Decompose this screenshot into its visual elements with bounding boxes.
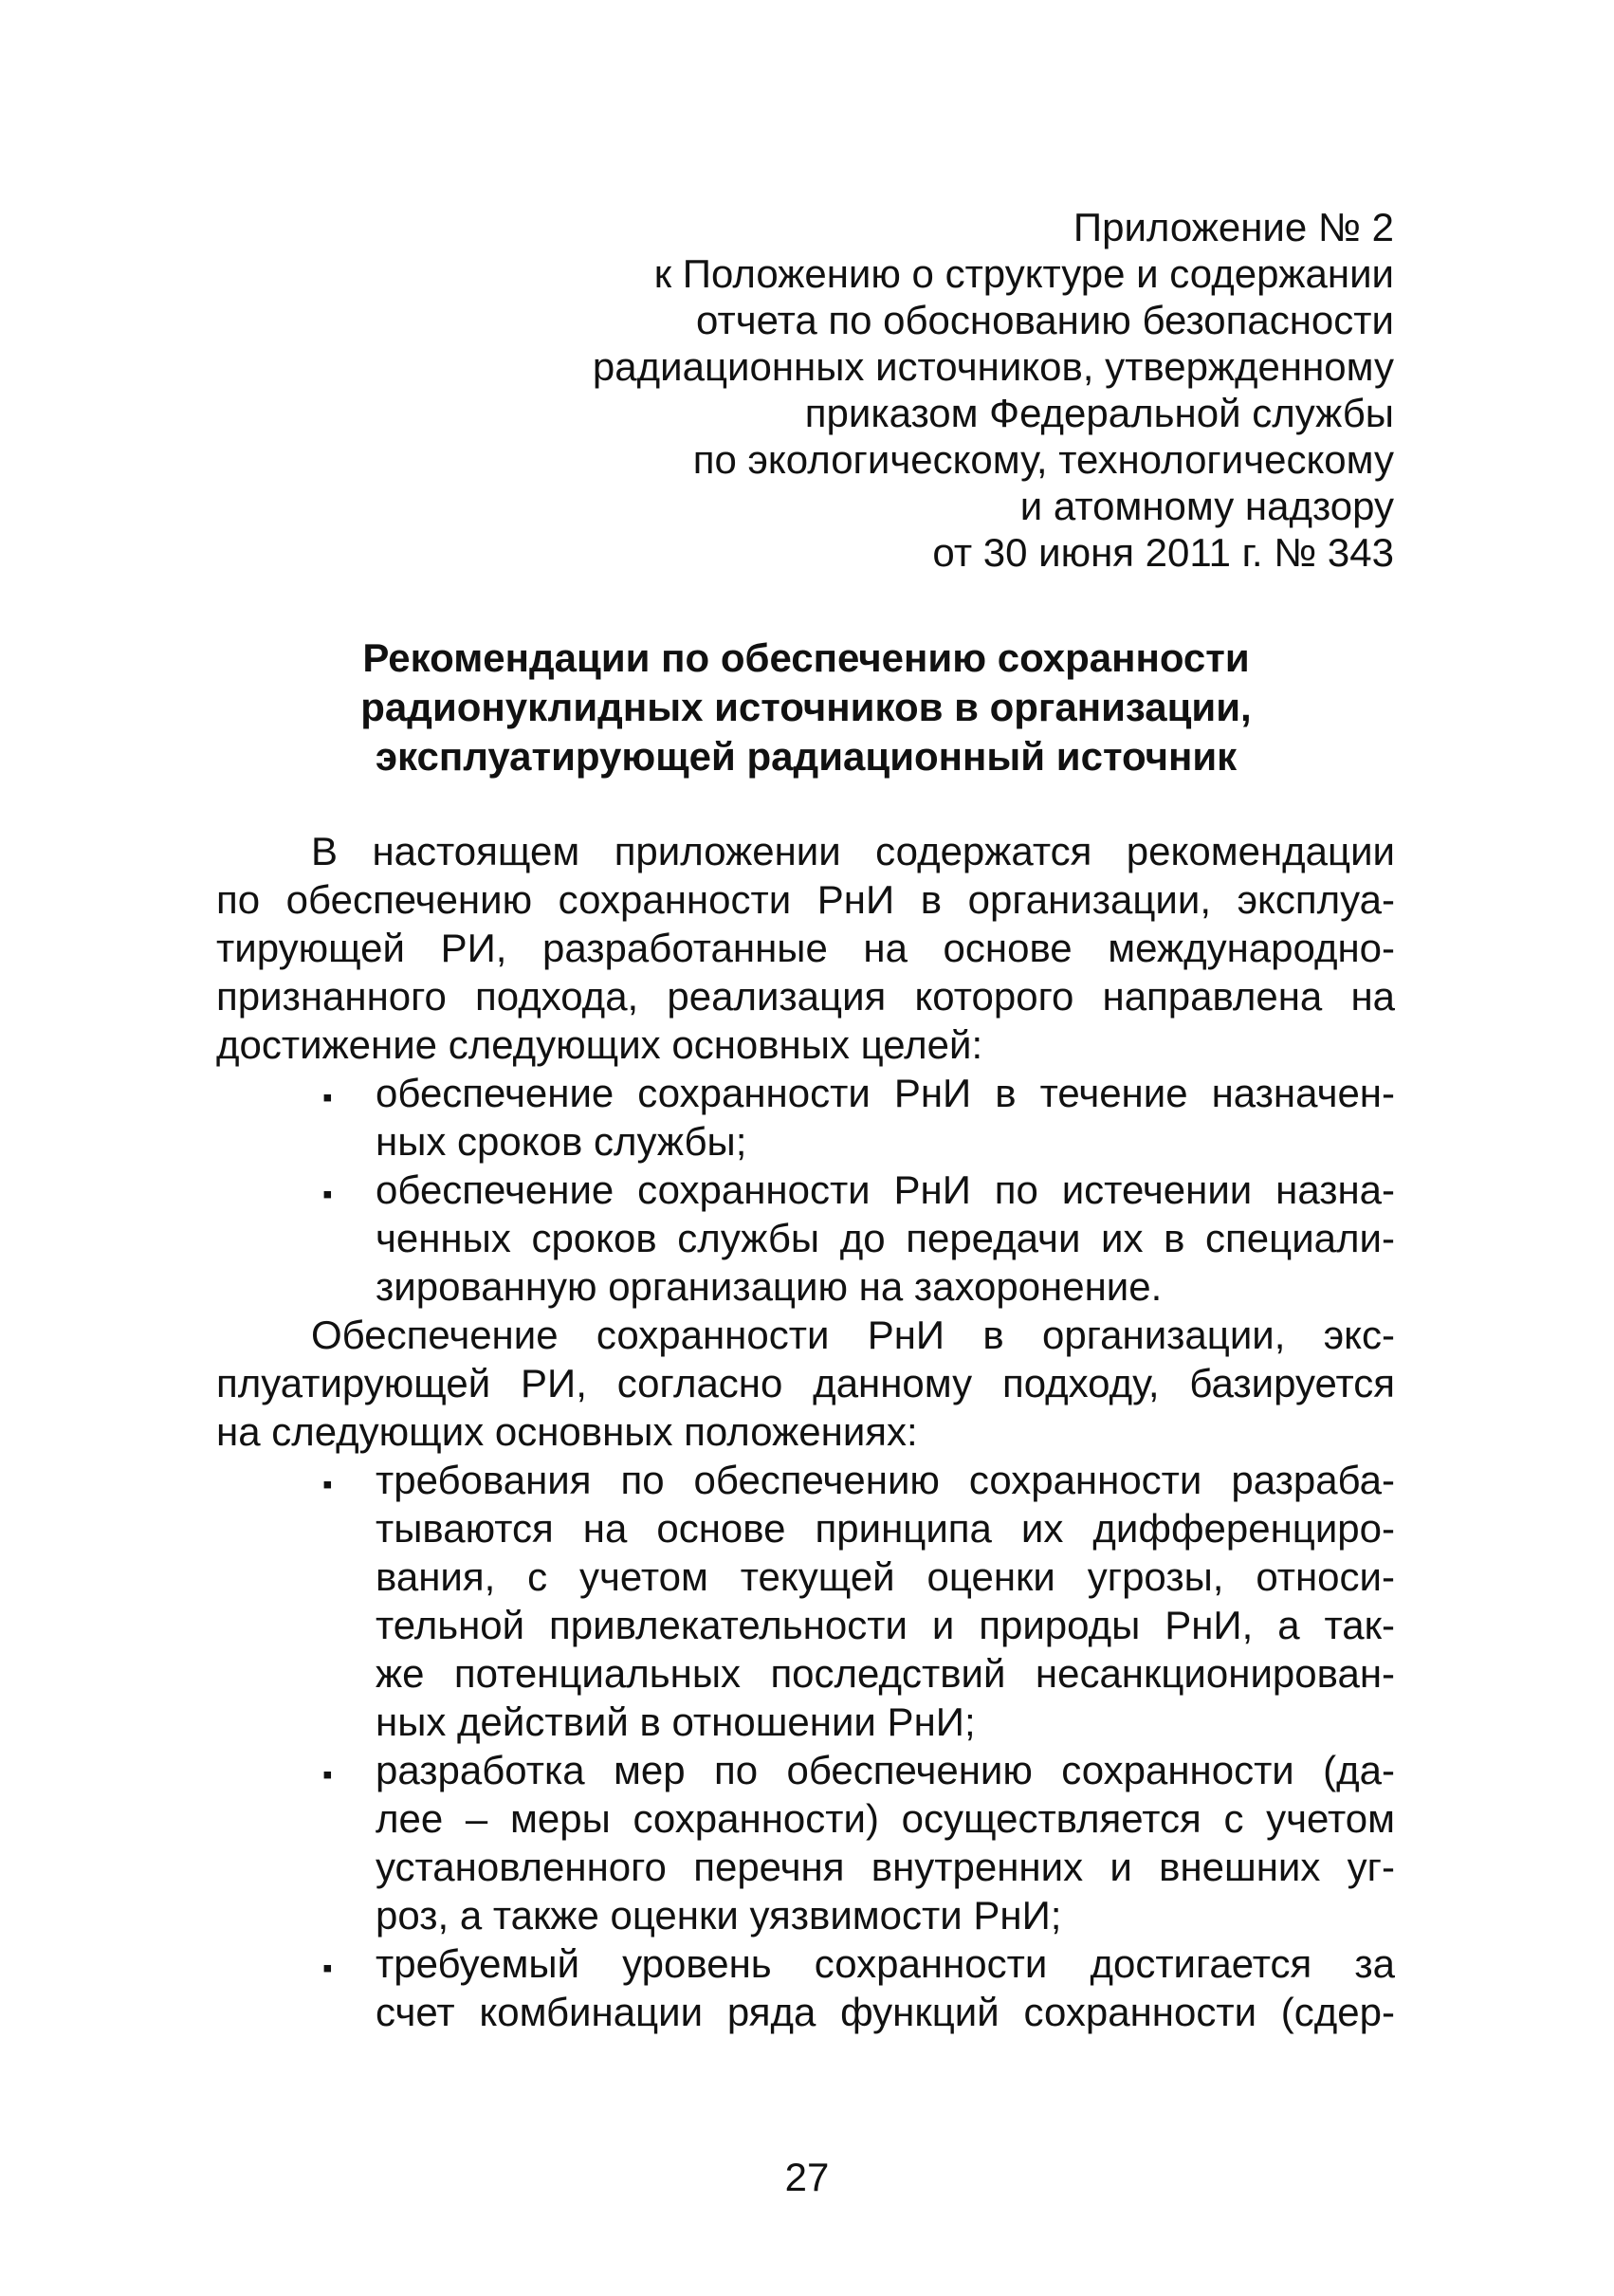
title-line: эксплуатирующей радиационный источник bbox=[375, 734, 1238, 779]
document-title bbox=[218, 634, 1394, 781]
list-item-text: установленного перечня внутренних и внешних уг- bbox=[376, 1845, 1395, 1889]
appendix-header-line: к Положению о структуре и содержании bbox=[653, 251, 1394, 296]
appendix-header-line: отчета по обоснованию безопасности bbox=[696, 298, 1394, 342]
list-item-text: ченных сроков службы до передачи их в специали- bbox=[376, 1216, 1395, 1260]
list-item bbox=[216, 1746, 1395, 1794]
list-item-text: обеспечение сохранности РнИ по истечении назна- bbox=[376, 1167, 1395, 1212]
list-item-continuation bbox=[216, 1214, 1395, 1262]
list-item-continuation bbox=[216, 1601, 1395, 1649]
order-date-number: от 30 июня 2011 г. № 343 bbox=[932, 530, 1394, 575]
text-line: В настоящем приложении содержатся рекомендации bbox=[311, 829, 1395, 873]
bullet-icon: ▪ bbox=[322, 1179, 333, 1210]
principles-list bbox=[216, 1456, 1395, 2036]
bullet-icon: ▪ bbox=[322, 1953, 333, 1984]
list-item-text: обеспечение сохранности РнИ в течение назначен- bbox=[376, 1071, 1395, 1115]
list-item-text: зированную организацию на захоронение. bbox=[376, 1264, 1163, 1309]
list-item-text: роз, а также оценки уязвимости РнИ; bbox=[376, 1893, 1062, 1938]
title-line: радионуклидных источников в организации, bbox=[360, 685, 1252, 729]
list-item-text: лее – меры сохранности) осуществляется с учетом bbox=[376, 1796, 1395, 1841]
text-line: на следующих основных положениях: bbox=[216, 1409, 918, 1454]
bullet-icon: ▪ bbox=[322, 1082, 333, 1113]
basis-paragraph bbox=[216, 1311, 1395, 1456]
text-line: тирующей РИ, разработанные на основе международно- bbox=[216, 926, 1395, 970]
list-item bbox=[216, 1166, 1395, 1214]
list-item-text: счет комбинации ряда функций сохранности (сдер- bbox=[376, 1990, 1395, 2034]
list-item bbox=[216, 1456, 1395, 1504]
list-item-continuation bbox=[216, 1504, 1395, 1552]
appendix-header-line: и атомному надзору bbox=[1019, 484, 1394, 528]
appendix-header-line: приказом Федеральной службы bbox=[804, 391, 1394, 435]
text-line: по обеспечению сохранности РнИ в организации, эксплуа- bbox=[216, 877, 1395, 922]
appendix-header-line: радиационных источников, утвержденному bbox=[592, 344, 1394, 389]
list-item-text: требуемый уровень сохранности достигается за bbox=[376, 1941, 1395, 1986]
page-number: 27 bbox=[784, 2155, 830, 2199]
list-item-text: же потенциальных последствий несанкционирован- bbox=[376, 1651, 1395, 1696]
document-body bbox=[216, 827, 1395, 2036]
list-item-continuation bbox=[216, 1843, 1395, 1891]
list-item-text: тываются на основе принципа их дифференциро- bbox=[376, 1506, 1395, 1551]
list-item-continuation bbox=[216, 1649, 1395, 1698]
list-item-text: вания, с учетом текущей оценки угрозы, относи- bbox=[376, 1554, 1395, 1599]
text-line: достижение следующих основных целей: bbox=[216, 1022, 983, 1067]
list-item-text: тельной привлекательности и природы РнИ, а так- bbox=[376, 1603, 1395, 1647]
bullet-icon: ▪ bbox=[322, 1759, 333, 1791]
appendix-header-line: по экологическому, технологическому bbox=[692, 437, 1394, 482]
list-item bbox=[216, 1939, 1395, 1988]
list-item-text: ных действий в отношении РнИ; bbox=[376, 1699, 976, 1744]
text-line: признанного подхода, реализация которого направлена на bbox=[216, 974, 1395, 1019]
title-line: Рекомендации по обеспечению сохранности bbox=[362, 635, 1250, 680]
goals-list bbox=[216, 1069, 1395, 1311]
text-line: плуатирующей РИ, согласно данному подходу, базируется bbox=[216, 1361, 1395, 1405]
list-item-continuation bbox=[216, 1552, 1395, 1601]
bullet-icon: ▪ bbox=[322, 1469, 333, 1500]
list-item-continuation bbox=[216, 1794, 1395, 1843]
list-item-text: требования по обеспечению сохранности разраба- bbox=[376, 1458, 1395, 1502]
appendix-number: Приложение № 2 bbox=[1073, 205, 1394, 249]
list-item-text: разработка мер по обеспечению сохранности (да- bbox=[376, 1748, 1395, 1792]
list-item bbox=[216, 1069, 1395, 1117]
appendix-header bbox=[446, 204, 1394, 576]
text-line: Обеспечение сохранности РнИ в организации, экс- bbox=[311, 1313, 1395, 1357]
list-item-text: ных сроков службы; bbox=[376, 1119, 747, 1164]
list-item-continuation bbox=[216, 1988, 1395, 2036]
intro-paragraph bbox=[216, 827, 1395, 1069]
